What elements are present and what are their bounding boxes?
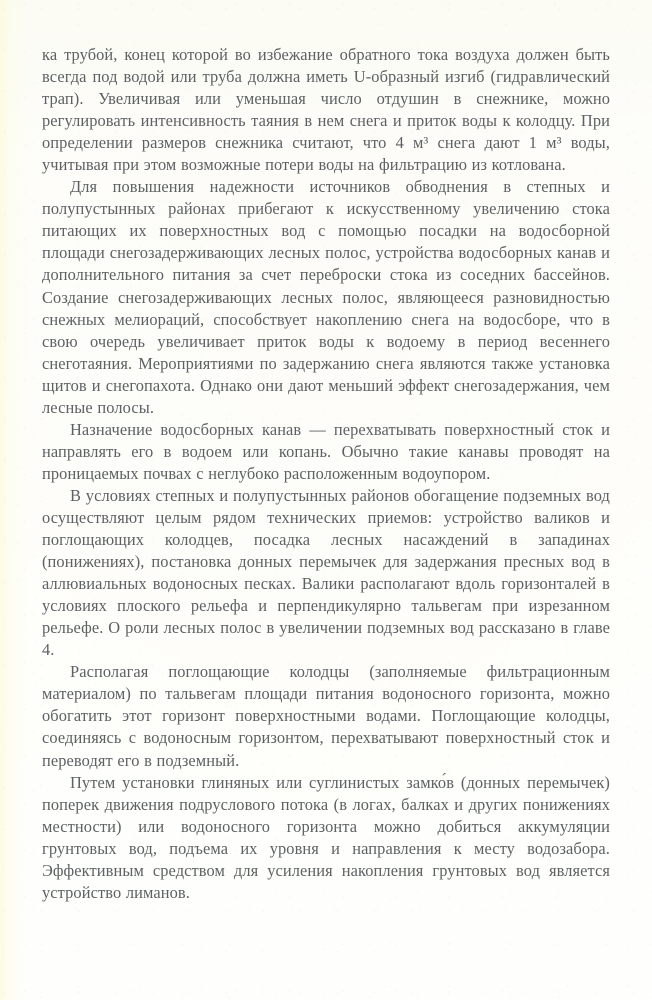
paragraph: Назначение водосборных канав — перехватывать поверхностный сток и направлять его в водоем или копань. Обычно такие канавы проводят на проницаемых почвах с неглубоко расположенным водоупором.	[42, 419, 610, 483]
paragraph: В условиях степных и полупустынных районов обогащение подземных вод осуществляют целым рядом технических приемов: устройство валиков и поглощающих колодцев, посадка лесных насаждений в западинах (понижениях), постановка донных перемычек для задержания пресных вод в аллювиальных водоносных песках. Валики располагают вдоль горизонталей в условиях плоского рельефа и перпендикулярно тальвегам при изрезанном рельефе. О роли лесных полос в увеличении подземных вод рассказано в главе 4.	[42, 485, 610, 660]
paragraph: Располагая поглощающие колодцы (заполняемые фильтрационным материалом) по тальвегам площади питания водоносного горизонта, можно обогатить этот горизонт поверхностными водами. Поглощающие колодцы, соединяясь с водоносным горизонтом, перехватывают поверхностный сток и переводят его в подземный.	[42, 662, 610, 770]
paragraph: Для повышения надежности источников обводнения в степных и полупустынных районах прибегают к искусственному увеличению стока питающих их поверхностных вод с помощью посадки на водосборной площади снегозадерживающих лесных полос, устройства водосборных канав и дополнительного питания за счет переброски стока из соседних бассейнов. Создание снегозадерживающих лесных полос, являющееся разновидностью снежных мелиораций, способствует накоплению снега на водосборе, что в свою очередь увеличивает приток воды к водоему в период весеннего снеготаяния. Мероприятиями по задержанию снега являются также установка щитов и снегопахота. Однако они дают меньший эффект снегозадержания, чем лесные полосы.	[42, 177, 610, 417]
paragraph: Путем установки глиняных или суглинистых замко́в (донных перемычек) поперек движения подруслового потока (в логах, балках и других понижениях местности) или водоносного горизонта можно добиться аккумуляции грунтовых вод, подъема их уровня и направления к месту водозабора. Эффективным средством для усиления накопления грунтовых вод является устройство лиманов.	[42, 772, 610, 902]
page-text-block	[42, 44, 610, 904]
paragraph-continued: ка трубой, конец которой во избежание обратного тока воздуха должен быть всегда под водой или труба должна иметь U-образный изгиб (гидравлический трап). Увеличивая или уменьшая число отдушин в снежнике, можно регулировать интенсивность таяния в нем снега и приток воды к колодцу. При определении размеров снежника считают, что 4 м³ снега дают 1 м³ воды, учитывая при этом возможные потери воды на фильтрацию из котлована.	[42, 45, 610, 175]
